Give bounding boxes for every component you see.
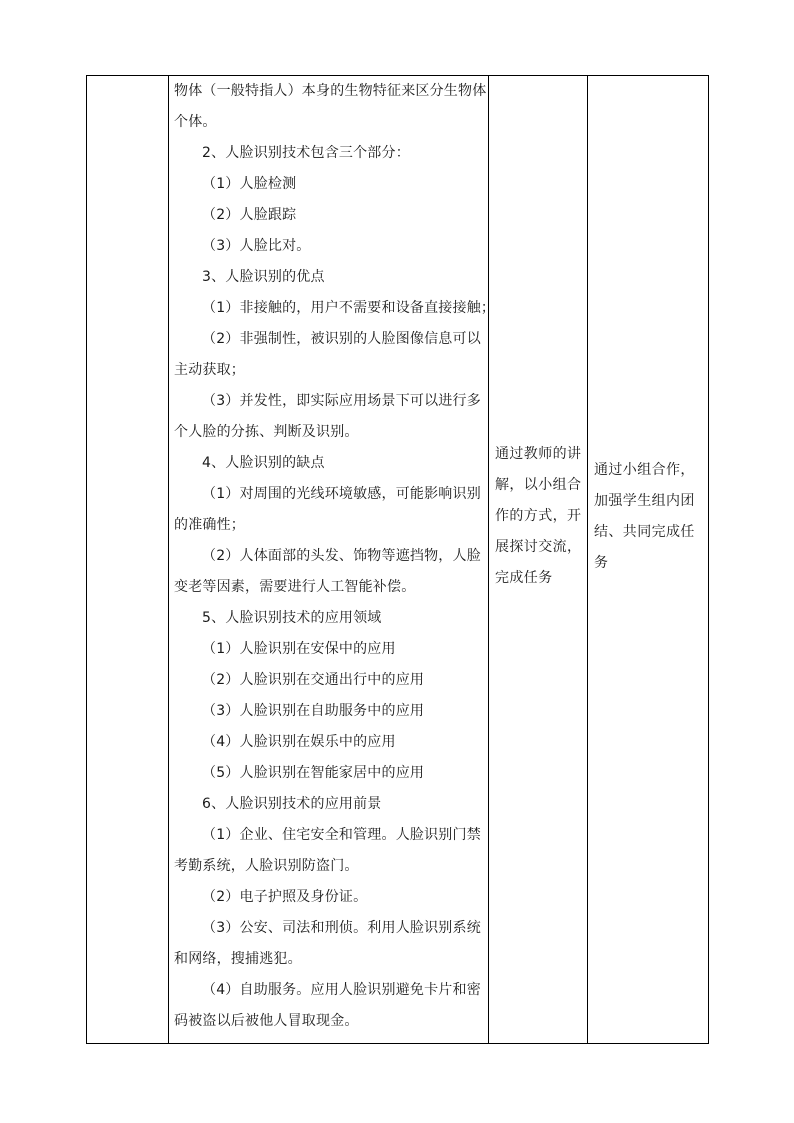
table-row bbox=[87, 76, 709, 1044]
teacher-activity-text bbox=[495, 439, 583, 594]
content-line: 3、人脸识别的优点 bbox=[202, 269, 325, 285]
content-line: 主动获取； bbox=[174, 362, 245, 378]
design-intent-line: 务 bbox=[594, 554, 609, 571]
design-intent-cell bbox=[588, 76, 709, 1044]
design-intent-line: 结、共同完成任 bbox=[594, 523, 695, 540]
lesson-plan-table bbox=[86, 75, 709, 1044]
teacher-activity-line: 作的方式，开 bbox=[495, 508, 582, 524]
content-line: （3）公安、司法和刑侦。利用人脸识别系统 bbox=[202, 920, 481, 936]
content-line: （1）人脸识别在安保中的应用 bbox=[202, 641, 396, 657]
content-line: 个人脸的分拣、判断及识别。 bbox=[174, 424, 359, 440]
empty-stage-cell bbox=[87, 76, 169, 1044]
teacher-activity-line: 展探讨交流， bbox=[495, 539, 582, 555]
content-line: （2）非强制性，被识别的人脸图像信息可以 bbox=[202, 331, 481, 347]
content-line: （4）人脸识别在娱乐中的应用 bbox=[202, 734, 396, 750]
content-line: 和网络，搜捕逃犯。 bbox=[174, 951, 302, 967]
content-line: （3）人脸识别在自助服务中的应用 bbox=[202, 703, 425, 719]
design-intent-line: 通过小组合作， bbox=[594, 461, 695, 478]
content-line: 个体。 bbox=[174, 114, 217, 130]
content-line: （1）对周围的光线环境敏感，可能影响识别 bbox=[202, 486, 481, 502]
content-line: （3）并发性，即实际应用场景下可以进行多 bbox=[202, 393, 481, 409]
content-line: （2）人体面部的头发、饰物等遮挡物，人脸 bbox=[202, 548, 481, 564]
teacher-activity-line: 解，以小组合 bbox=[495, 477, 582, 493]
content-line: （4）自助服务。应用人脸识别避免卡片和密 bbox=[202, 982, 481, 998]
content-line: （5）人脸识别在智能家居中的应用 bbox=[202, 765, 425, 781]
content-line: 2、人脸识别技术包含三个部分： bbox=[202, 145, 410, 161]
content-line: 码被盗以后被他人冒取现金。 bbox=[174, 1013, 359, 1029]
content-line: （1）企业、住宅安全和管理。人脸识别门禁 bbox=[202, 827, 481, 843]
content-line: 4、人脸识别的缺点 bbox=[202, 455, 325, 471]
teaching-content-cell bbox=[169, 76, 496, 1044]
content-line: 5、人脸识别技术的应用领域 bbox=[202, 610, 382, 626]
content-line: （2）人脸识别在交通出行中的应用 bbox=[202, 672, 425, 688]
teacher-activity-cell bbox=[489, 76, 588, 1044]
design-intent-text bbox=[594, 455, 704, 579]
content-line: 物体（一般特指人）本身的生物特征来区分生物体 bbox=[174, 83, 487, 99]
teaching-content-text bbox=[174, 76, 496, 1037]
content-line: （1）人脸检测 bbox=[202, 176, 297, 192]
design-intent-line: 加强学生组内团 bbox=[594, 492, 695, 509]
teacher-activity-line: 完成任务 bbox=[495, 570, 553, 586]
teacher-activity-line: 通过教师的讲 bbox=[495, 446, 582, 462]
content-line: （2）人脸跟踪 bbox=[202, 207, 297, 223]
content-line: （1）非接触的，用户不需要和设备直接接触； bbox=[202, 300, 496, 316]
content-line: 考勤系统，人脸识别防盗门。 bbox=[174, 858, 359, 874]
content-line: （3）人脸比对。 bbox=[202, 238, 311, 254]
content-line: 变老等因素，需要进行人工智能补偿。 bbox=[174, 579, 416, 595]
content-line: （2）电子护照及身份证。 bbox=[202, 889, 368, 905]
content-line: 的准确性； bbox=[174, 517, 245, 533]
content-line: 6、人脸识别技术的应用前景 bbox=[202, 796, 382, 812]
